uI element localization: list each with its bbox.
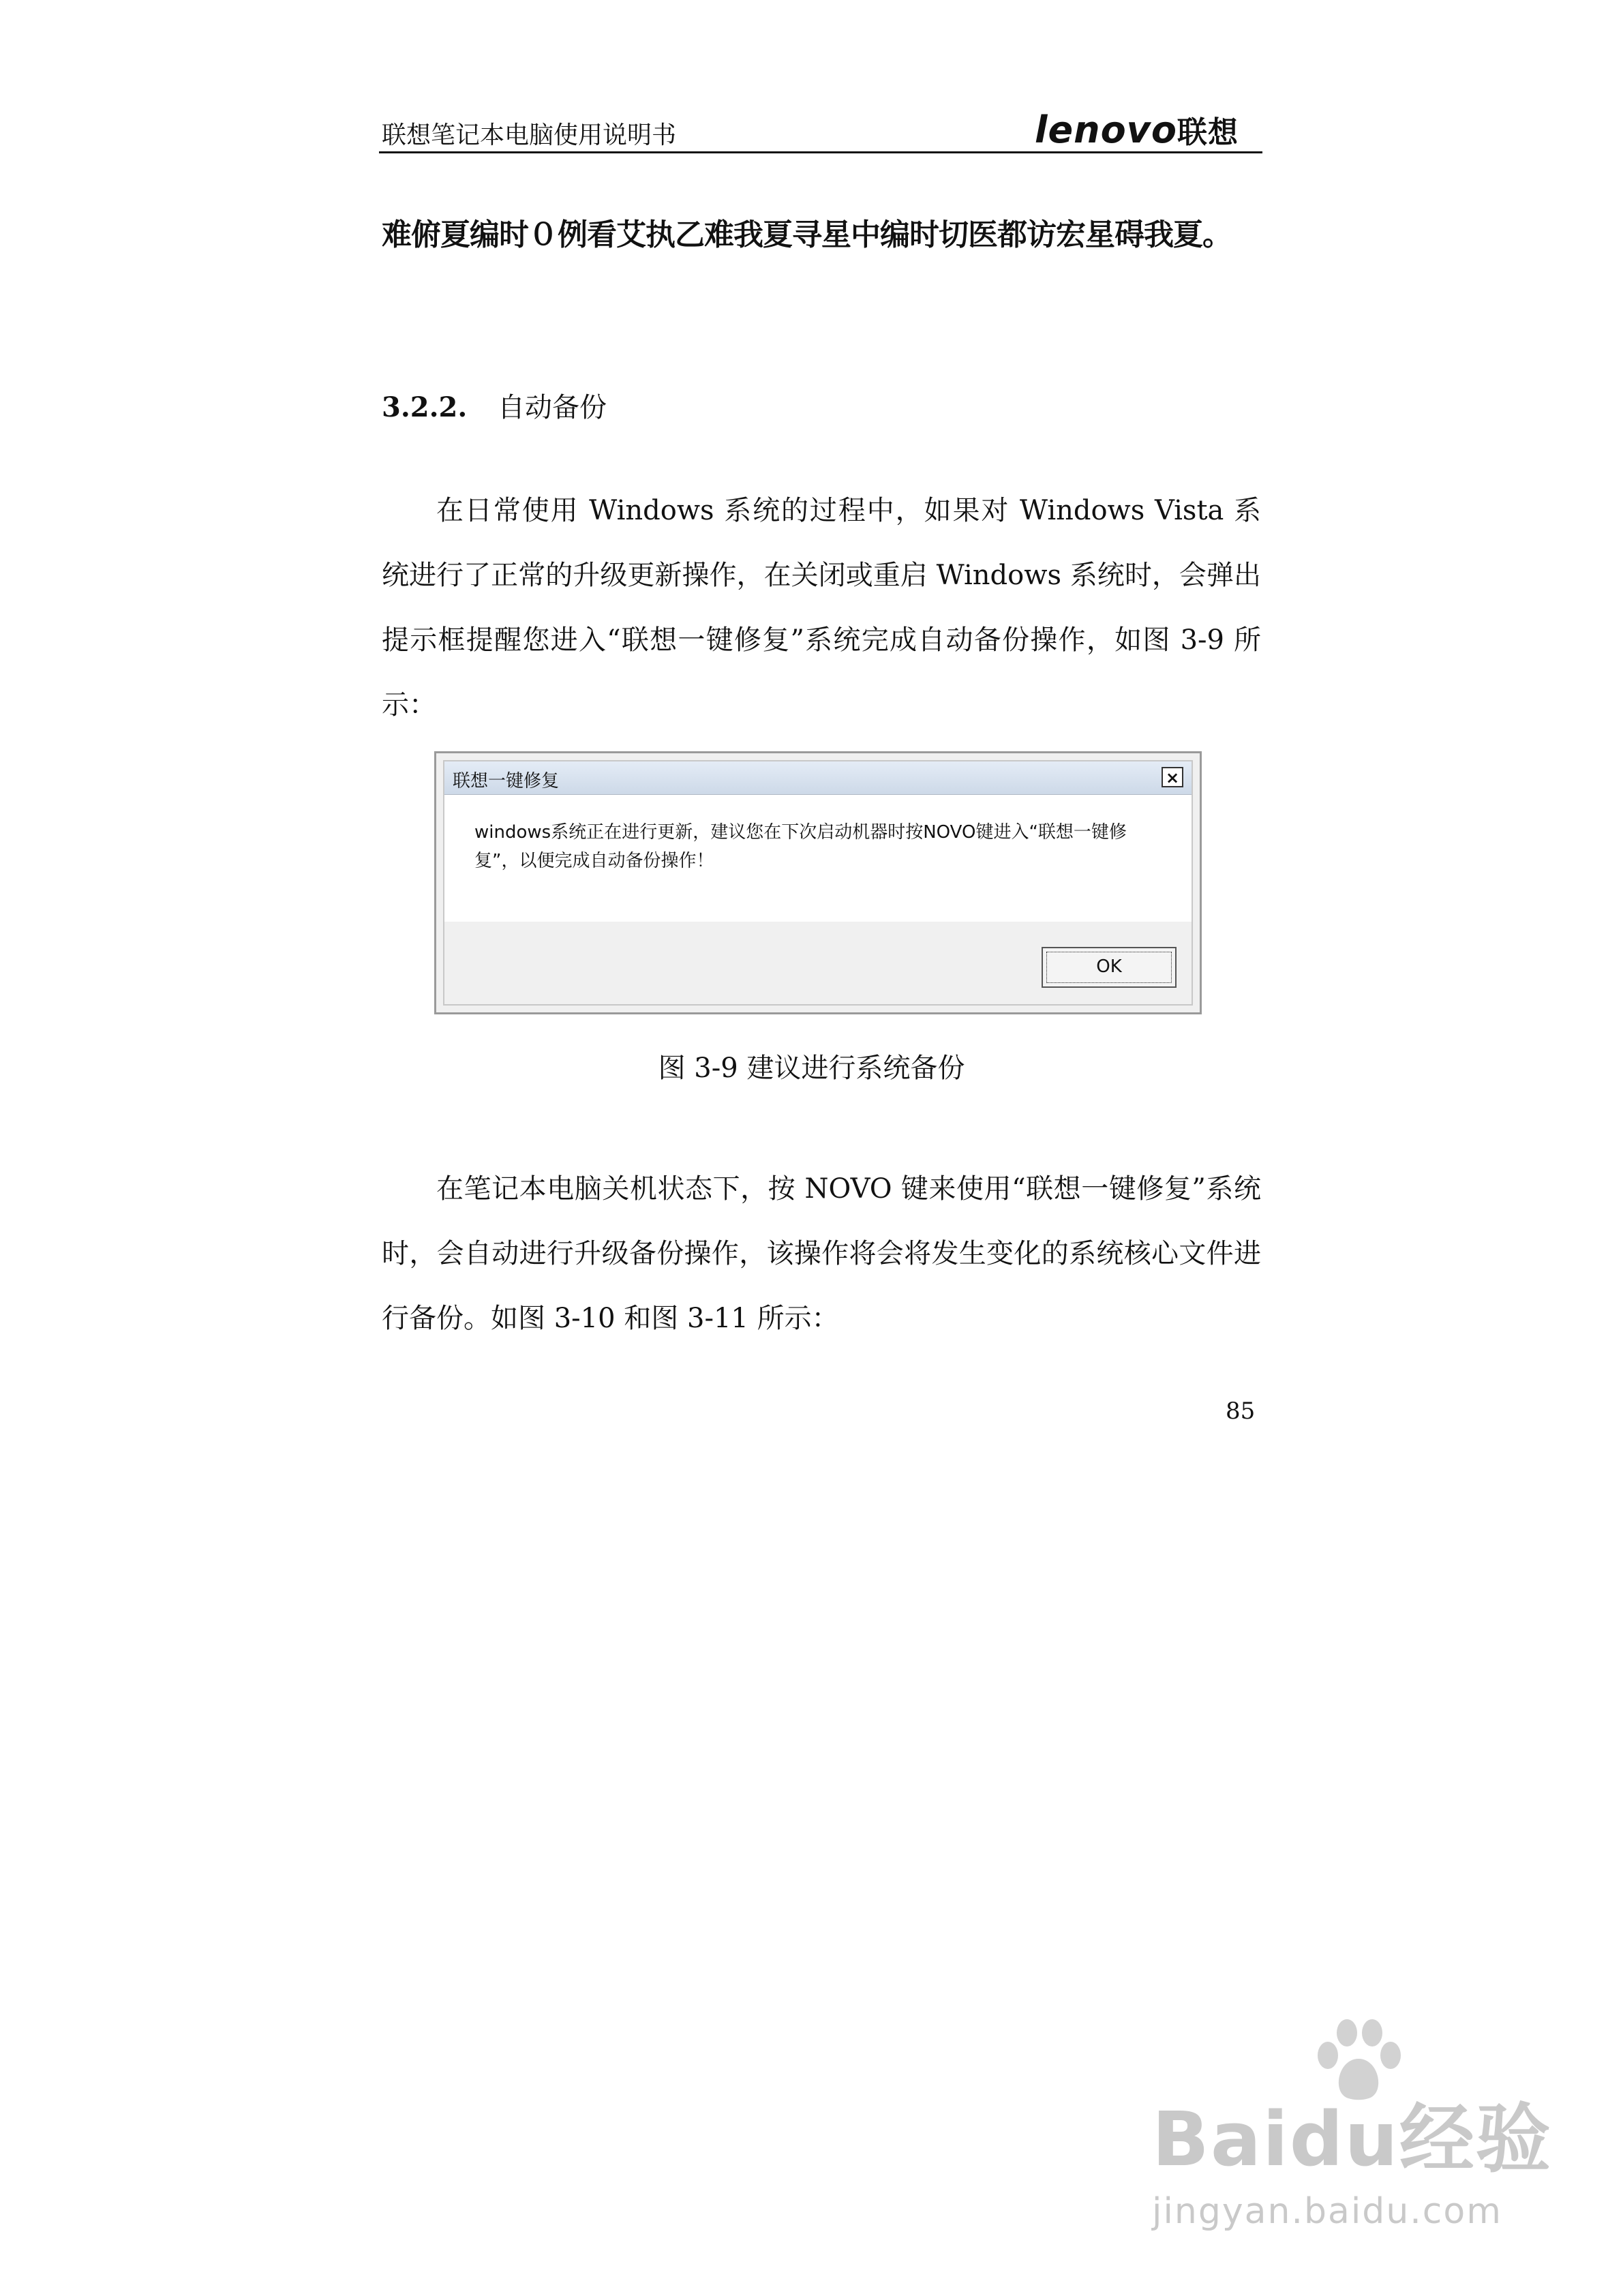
page-number: 85 [1226, 1398, 1256, 1425]
paragraph-2 [382, 1157, 1261, 1351]
section-number: 3.2.2. [382, 391, 468, 423]
header-divider [379, 151, 1262, 153]
watermark-sub: jingyan.baidu.com [1152, 2191, 1502, 2232]
watermark-main: Baidu经验 [1152, 2096, 1552, 2183]
figure-caption: 图 3-9 建议进行系统备份 [658, 1053, 965, 1084]
paragraph-1 [382, 479, 1261, 738]
section-title: 自动备份 [498, 392, 607, 423]
dialog-title: 联想一键修复 [453, 771, 560, 791]
section-heading [382, 386, 607, 425]
logo-cn: 联想 [1177, 115, 1239, 150]
paragraph-1-text: 在日常使用 Windows 系统的过程中，如果对 Windows Vista 系统进行了正常的升级更新操作，在关闭或重启 Windows 系统时，会弹出提示框提醒您进入“联想一键修复”系统完成自动备份操作，如图 3-9 所示： [382, 495, 1261, 721]
paragraph-2-text: 在笔记本电脑关机状态下，按 NOVO 键来使用“联想一键修复”系统时，会自动进行升级备份操作，该操作将会将发生变化的系统核心文件进行备份。如图 3-10 和图 3-11 所示： [382, 1173, 1261, 1334]
dialog-content [444, 795, 1192, 922]
dialog-titlebar [444, 761, 1192, 795]
close-icon[interactable]: × [1162, 767, 1183, 787]
header-title: 联想笔记本电脑使用说明书 [382, 121, 677, 149]
dialog-window [443, 760, 1193, 1006]
garbled-heading-line: 难俯夏编时０例看艾执乙难我夏寻星中编时切医都访宏星碍我夏。 [382, 217, 1232, 252]
ok-button-label: OK [1096, 956, 1122, 977]
lenovo-logo [1035, 108, 1239, 151]
baidu-watermark [1152, 2079, 1552, 2232]
logo-latin: lenovo [1035, 108, 1177, 151]
dialog-message: windows系统正在进行更新，建议您在下次启动机器时按NOVO键进入“联想一键修复”，以便完成自动备份操作！ [474, 822, 1127, 871]
dialog-screenshot [434, 751, 1202, 1014]
ok-button[interactable] [1042, 947, 1177, 988]
